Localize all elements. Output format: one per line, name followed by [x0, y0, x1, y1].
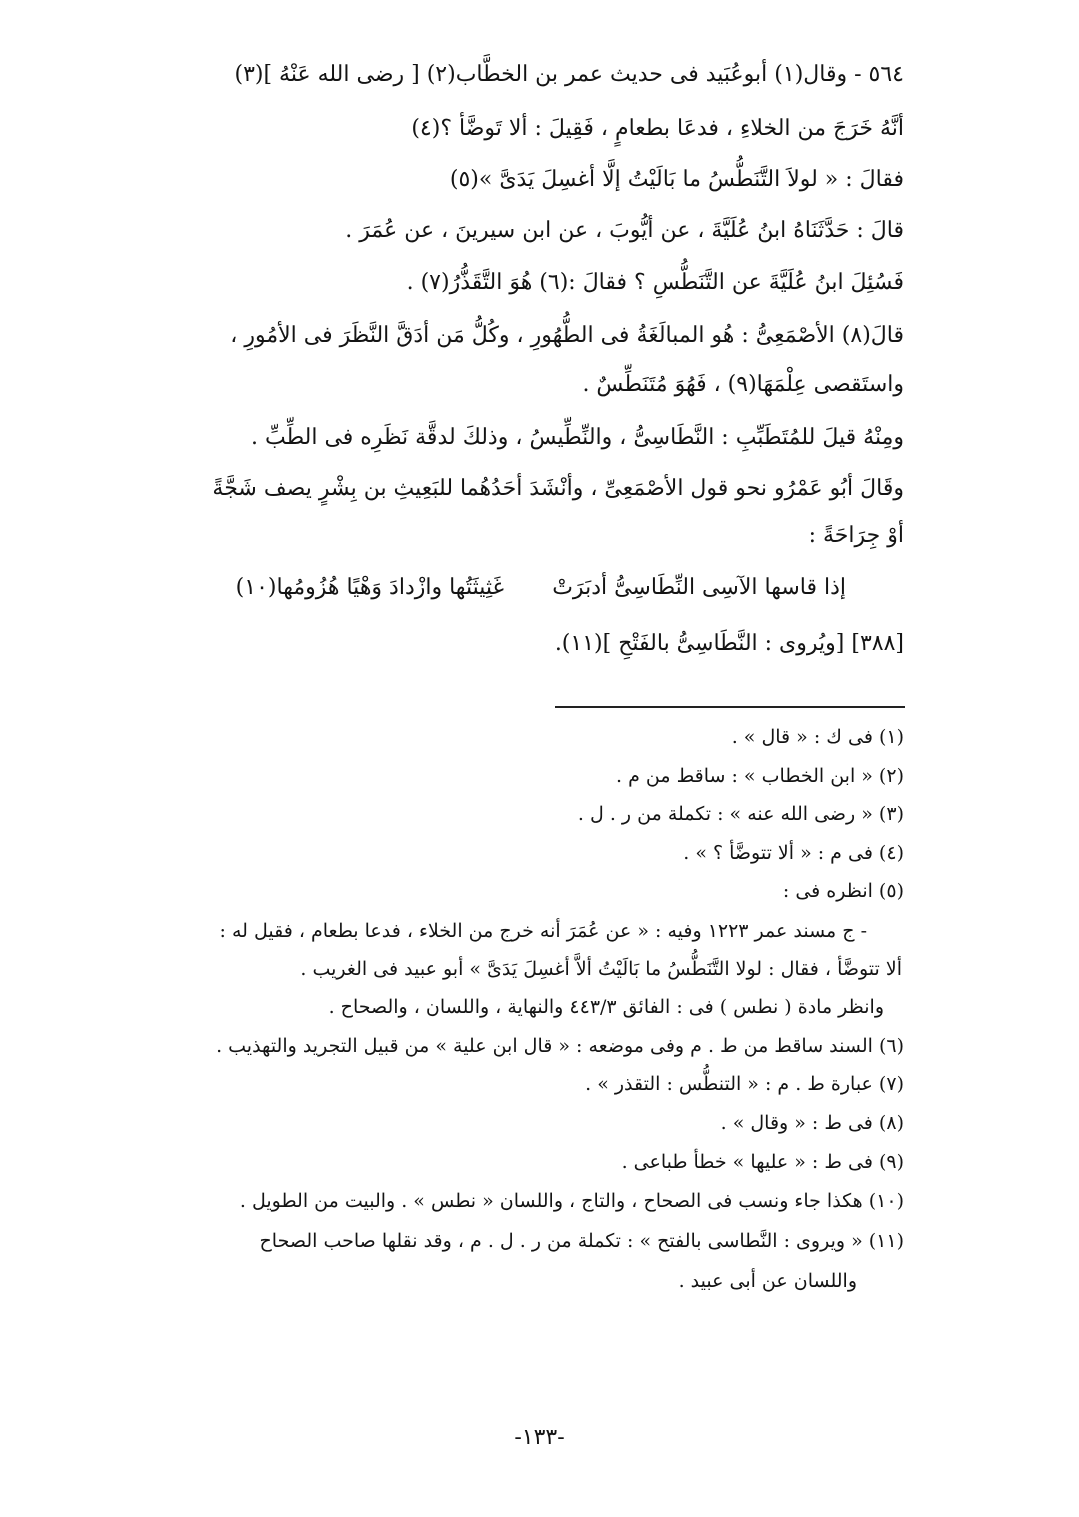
verse-second-hemistich: غَثِيثَتُها وازْدادَ وَهْيًا هُزُومُها(١٠)	[235, 575, 504, 600]
footnote: (١) فى ك : « قال » .	[731, 726, 904, 748]
footnote: (٧) عبارة ط . م : « التنطُّس : التقذر » .	[585, 1073, 904, 1095]
paragraph-line: ومِنْهُ قيلَ للمُتَطَبِّبِ : النَّطَاسِىُّ ، والنِّطِّيسُ ، وذلكَ لدقَّة نَظَرِه فى الطِّبِّ .	[251, 425, 904, 450]
footnote-continuation: - ج مسند عمر ١٢٢٣ وفيه : « عن عُمَرَ أنه خرج من الخلاء ، فدعا بطعام ، فقيل له :	[219, 920, 867, 942]
paragraph-line: ٥٦٤ - وقال(١) أبوعُبَيد فى حديث عمر بن الخطَّاب(٢) [ رضى الله عَنْهُ ](٣)	[234, 62, 904, 87]
footnote-continuation: واللسان عن أبى عبيد .	[678, 1270, 857, 1292]
variant-reading-line: [٣٨٨] [ويُروى : النَّطَاسِىُّ بالفَتْحِ ](١١).	[554, 631, 904, 656]
verse-first-hemistich: إذا قاسها الآسِى النِّطَاسِىُّ أدبَرَتْ	[552, 575, 846, 600]
footnote: (١٠) هكذا جاء ونسب فى الصحاح ، والتاج ، واللسان « نطس » . والبيت من الطويل .	[239, 1190, 904, 1212]
footnote: (٥) انظره فى :	[782, 880, 904, 902]
paragraph-line: فَسُئِلَ ابنُ عُلَيَّةَ عن التَّنَطُّسِ ؟ فقالَ :(٦) هُوَ التَّقَذُّرُ(٧) .	[406, 270, 904, 295]
footnote-continuation: وانظر مادة ( نطس ) فى : الفائق ٤٤٣/٣ والنهاية ، واللسان ، والصحاح .	[328, 996, 884, 1018]
page-number: -١٣٣-	[514, 1425, 565, 1450]
footnote: (٩) فى ط : « عليها » خطأ طباعى .	[621, 1151, 904, 1173]
paragraph-line: قالَ(٨) الأصْمَعِىُّ : هُو المبالَغَةُ فى الطُّهُورِ ، وكُلُّ مَن أدَقَّ النَّظَرَ فى الأمُورِ ،	[230, 323, 904, 348]
paragraph-line: واستَقصى عِلْمَهَا(٩) ، فَهُوَ مُتَنَطِّسٌ .	[582, 372, 904, 397]
footnote: (٦) السند ساقط من ط . م وفى موضعه : « قال ابن علية » من قبيل التجريد والتهذيب .	[216, 1035, 904, 1057]
footnote: (٢) « ابن الخطاب » : ساقط من م .	[616, 765, 904, 787]
footnote: (٣) « رضى الله عنه » : تكملة من ر . ل .	[577, 803, 904, 825]
footnote: (٤) فى م : « ألا تتوضَّأ ؟ » .	[683, 842, 904, 864]
footnote-separator	[555, 706, 905, 708]
paragraph-line: فقالَ : « لولاَ التَّنَطُّسُ ما بَالَيْتُ إلَّا أغسِلَ يَدَىَّ »(٥)	[449, 167, 904, 192]
footnote: (١١) « ويروى : النَّطاسى بالفتح » : تكملة من ر . ل . م ، وقد نقلها صاحب الصحاح	[259, 1230, 904, 1252]
paragraph-line: وقَالَ أبُو عَمْرُو نحو قول الأصْمَعِىِّ ، وأنْشَدَ أحَدُهُما للبَعِيثِ بن بِشْرٍ يصف شَجَّةً	[212, 476, 904, 501]
footnote-continuation: ألا تتوضَّأ ، فقال : لولا التَّنَطُّسُ ما بَالَيْتُ ألاَّ أغسِلَ يَدَىَّ » أبو عبيد فى الغريب .	[300, 958, 902, 980]
footnote: (٨) فى ط : « وقال » .	[720, 1112, 904, 1134]
paragraph-line: أوْ جِرَاحَةً :	[808, 523, 904, 548]
paragraph-line: قالَ : حَدَّثَنَاهُ ابنُ عُلَيَّةَ ، عن أيُّوبَ ، عن ابن سيرينَ ، عن عُمَرَ .	[345, 218, 904, 243]
paragraph-line: أنَّهُ خَرَجَ من الخلاءِ ، فدعَا بطعامٍ ، فَقِيلَ : ألا تَوضَّأ ؟(٤)	[411, 116, 904, 141]
